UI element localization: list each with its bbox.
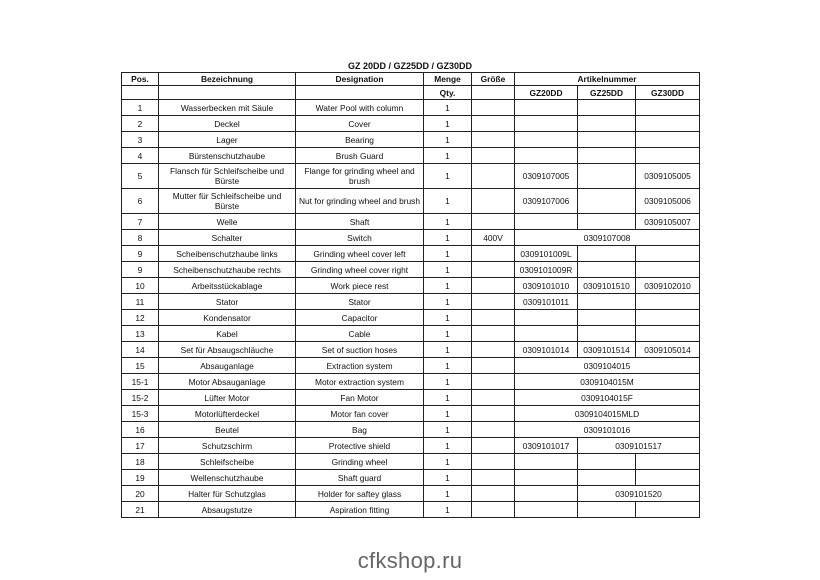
cell-size (472, 406, 515, 422)
cell-designation: Set of suction hoses (296, 342, 424, 358)
subheader-gz25: GZ25DD (578, 86, 636, 100)
cell-gz20 (515, 100, 578, 116)
cell-designation: Capacitor (296, 310, 424, 326)
cell-bezeichnung: Bürstenschutzhaube (159, 148, 296, 164)
cell-pos: 15 (122, 358, 159, 374)
cell-qty: 1 (424, 278, 472, 294)
subheader-empty (472, 86, 515, 100)
table-row (122, 502, 700, 518)
cell-gz20 (515, 326, 578, 342)
col-header-groesse: Größe (472, 73, 515, 86)
cell-size (472, 390, 515, 406)
cell-qty: 1 (424, 358, 472, 374)
cell-gz25 (578, 246, 636, 262)
cell-pos: 15-1 (122, 374, 159, 390)
cell-pos: 18 (122, 454, 159, 470)
cell-bezeichnung: Motorlüfterdeckel (159, 406, 296, 422)
cell-bezeichnung: Motor Absauganlage (159, 374, 296, 390)
table-row (122, 278, 700, 294)
table-row (122, 438, 700, 454)
table-row (122, 454, 700, 470)
cell-artikelnummer: 0309107008 (515, 230, 700, 246)
cell-gz30 (636, 116, 700, 132)
cell-size (472, 374, 515, 390)
cell-pos: 15-2 (122, 390, 159, 406)
cell-gz30: 0309105007 (636, 214, 700, 230)
table-row (122, 406, 700, 422)
cell-gz30 (636, 310, 700, 326)
cell-bezeichnung: Wellenschutzhaube (159, 470, 296, 486)
parts-table (121, 72, 700, 518)
cell-gz25 (578, 164, 636, 189)
cell-size (472, 358, 515, 374)
cell-designation: Shaft guard (296, 470, 424, 486)
cell-designation: Bearing (296, 132, 424, 148)
cell-designation: Nut for grinding wheel and brush (296, 189, 424, 214)
cell-qty: 1 (424, 470, 472, 486)
table-row (122, 230, 700, 246)
cell-pos: 15-3 (122, 406, 159, 422)
cell-pos: 19 (122, 470, 159, 486)
cell-qty: 1 (424, 246, 472, 262)
cell-bezeichnung: Mutter für Schleifscheibe und Bürste (159, 189, 296, 214)
cell-designation: Brush Guard (296, 148, 424, 164)
cell-bezeichnung: Flansch für Schleifscheibe und Bürste (159, 164, 296, 189)
cell-qty: 1 (424, 310, 472, 326)
cell-pos: 1 (122, 100, 159, 116)
table-row (122, 390, 700, 406)
cell-qty: 1 (424, 454, 472, 470)
cell-designation: Water Pool with column (296, 100, 424, 116)
cell-gz30 (636, 294, 700, 310)
cell-size (472, 189, 515, 214)
table-row (122, 148, 700, 164)
table-row (122, 326, 700, 342)
cell-pos: 17 (122, 438, 159, 454)
subheader-empty (159, 86, 296, 100)
cell-gz20 (515, 214, 578, 230)
cell-pos: 11 (122, 294, 159, 310)
cell-bezeichnung: Absauganlage (159, 358, 296, 374)
table-row (122, 246, 700, 262)
col-header-menge: Menge (424, 73, 472, 86)
cell-qty: 1 (424, 422, 472, 438)
cell-pos: 7 (122, 214, 159, 230)
cell-gz20 (515, 502, 578, 518)
cell-size (472, 326, 515, 342)
subheader-qty: Qty. (424, 86, 472, 100)
cell-gz20 (515, 310, 578, 326)
cell-qty: 1 (424, 502, 472, 518)
cell-gz30 (636, 502, 700, 518)
cell-size (472, 246, 515, 262)
cell-bezeichnung: Schleifscheibe (159, 454, 296, 470)
cell-bezeichnung: Lüfter Motor (159, 390, 296, 406)
cell-size (472, 116, 515, 132)
cell-designation: Grinding wheel (296, 454, 424, 470)
cell-designation: Aspiration fitting (296, 502, 424, 518)
table-row (122, 189, 700, 214)
cell-gz30: 0309102010 (636, 278, 700, 294)
cell-designation: Shaft (296, 214, 424, 230)
cell-gz25 (578, 502, 636, 518)
cell-size (472, 470, 515, 486)
cell-designation: Work piece rest (296, 278, 424, 294)
cell-gz20 (515, 470, 578, 486)
cell-designation: Extraction system (296, 358, 424, 374)
cell-qty: 1 (424, 374, 472, 390)
cell-bezeichnung: Scheibenschutzhaube links (159, 246, 296, 262)
cell-gz20 (515, 132, 578, 148)
cell-size (472, 438, 515, 454)
table-row (122, 342, 700, 358)
cell-qty: 1 (424, 390, 472, 406)
subheader-row (122, 86, 700, 100)
cell-bezeichnung: Wasserbecken mit Säule (159, 100, 296, 116)
cell-qty: 1 (424, 438, 472, 454)
table-row (122, 358, 700, 374)
cell-qty: 1 (424, 132, 472, 148)
cell-designation: Motor extraction system (296, 374, 424, 390)
cell-gz25: 0309101510 (578, 278, 636, 294)
table-row (122, 374, 700, 390)
document-title: GZ 20DD / GZ25DD / GZ30DD (347, 61, 473, 71)
cell-artikelnummer: 0309104015F (515, 390, 700, 406)
table-row (122, 100, 700, 116)
cell-gz25 (578, 310, 636, 326)
cell-bezeichnung: Schalter (159, 230, 296, 246)
table-row (122, 310, 700, 326)
cell-size (472, 148, 515, 164)
cell-gz25 (578, 294, 636, 310)
table-row (122, 164, 700, 189)
cell-qty: 1 (424, 100, 472, 116)
cell-artikelnummer: 0309104015MLD (515, 406, 700, 422)
cell-gz30 (636, 132, 700, 148)
cell-gz30 (636, 454, 700, 470)
cell-bezeichnung: Kondensator (159, 310, 296, 326)
cell-bezeichnung: Deckel (159, 116, 296, 132)
cell-bezeichnung: Welle (159, 214, 296, 230)
cell-bezeichnung: Schutzschirm (159, 438, 296, 454)
cell-gz20: 0309101009R (515, 262, 578, 278)
cell-qty: 1 (424, 486, 472, 502)
cell-size (472, 502, 515, 518)
table-row (122, 422, 700, 438)
cell-gz25 (578, 132, 636, 148)
cell-pos: 6 (122, 189, 159, 214)
cell-qty: 1 (424, 164, 472, 189)
cell-size (472, 262, 515, 278)
cell-gz20 (515, 486, 578, 502)
cell-gz25 (578, 214, 636, 230)
cell-designation: Cable (296, 326, 424, 342)
table-row (122, 116, 700, 132)
cell-gz30: 0309105005 (636, 164, 700, 189)
cell-bezeichnung: Arbeitsstückablage (159, 278, 296, 294)
cell-pos: 5 (122, 164, 159, 189)
table-row (122, 486, 700, 502)
cell-bezeichnung: Kabel (159, 326, 296, 342)
cell-bezeichnung: Lager (159, 132, 296, 148)
cell-qty: 1 (424, 189, 472, 214)
cell-designation: Bag (296, 422, 424, 438)
cell-gz25 (578, 454, 636, 470)
cell-pos: 20 (122, 486, 159, 502)
cell-pos: 13 (122, 326, 159, 342)
cell-designation: Holder for saftey glass (296, 486, 424, 502)
cell-pos: 9 (122, 262, 159, 278)
cell-gz25 (578, 470, 636, 486)
watermark-site-url: cfkshop.ru (357, 548, 463, 573)
table-row (122, 132, 700, 148)
cell-qty: 1 (424, 148, 472, 164)
cell-gz25 (578, 100, 636, 116)
col-header-artikelnummer: Artikelnummer (515, 73, 700, 86)
cell-gz30 (636, 246, 700, 262)
cell-size (472, 310, 515, 326)
cell-size (472, 422, 515, 438)
cell-pos: 14 (122, 342, 159, 358)
cell-bezeichnung: Set für Absaugschläuche (159, 342, 296, 358)
cell-gz20: 0309101009L (515, 246, 578, 262)
cell-size (472, 164, 515, 189)
cell-designation: Switch (296, 230, 424, 246)
cell-qty: 1 (424, 116, 472, 132)
cell-artikelnummer: 0309101517 (578, 438, 700, 454)
cell-size (472, 294, 515, 310)
cell-size: 400V (472, 230, 515, 246)
cell-qty: 1 (424, 406, 472, 422)
cell-gz25 (578, 262, 636, 278)
cell-designation: Fan Motor (296, 390, 424, 406)
subheader-gz30: GZ30DD (636, 86, 700, 100)
cell-size (472, 100, 515, 116)
cell-artikelnummer: 0309104015 (515, 358, 700, 374)
cell-bezeichnung: Halter für Schutzglas (159, 486, 296, 502)
cell-size (472, 454, 515, 470)
cell-qty: 1 (424, 326, 472, 342)
cell-size (472, 132, 515, 148)
cell-size (472, 486, 515, 502)
cell-gz20: 0309107005 (515, 164, 578, 189)
cell-gz20 (515, 454, 578, 470)
cell-artikelnummer: 0309101520 (578, 486, 700, 502)
cell-bezeichnung: Scheibenschutzhaube rechts (159, 262, 296, 278)
cell-bezeichnung: Absaugstutze (159, 502, 296, 518)
col-header-pos: Pos. (122, 73, 159, 86)
cell-gz30 (636, 148, 700, 164)
table-row (122, 470, 700, 486)
cell-gz30: 0309105006 (636, 189, 700, 214)
cell-gz30 (636, 100, 700, 116)
cell-designation: Grinding wheel cover right (296, 262, 424, 278)
cell-gz20: 0309101017 (515, 438, 578, 454)
table-row (122, 294, 700, 310)
cell-designation: Motor fan cover (296, 406, 424, 422)
col-header-designation: Designation (296, 73, 424, 86)
cell-qty: 1 (424, 262, 472, 278)
cell-pos: 8 (122, 230, 159, 246)
cell-gz30 (636, 470, 700, 486)
cell-pos: 3 (122, 132, 159, 148)
cell-gz25 (578, 116, 636, 132)
cell-designation: Protective shield (296, 438, 424, 454)
cell-gz20 (515, 116, 578, 132)
cell-pos: 21 (122, 502, 159, 518)
cell-designation: Flange for grinding wheel and brush (296, 164, 424, 189)
cell-gz30: 0309105014 (636, 342, 700, 358)
cell-pos: 4 (122, 148, 159, 164)
cell-gz30 (636, 326, 700, 342)
header-row (122, 73, 700, 86)
cell-qty: 1 (424, 294, 472, 310)
parts-table-body (122, 100, 700, 518)
subheader-gz20: GZ20DD (515, 86, 578, 100)
cell-gz25 (578, 189, 636, 214)
col-header-bezeichnung: Bezeichnung (159, 73, 296, 86)
cell-pos: 10 (122, 278, 159, 294)
cell-bezeichnung: Stator (159, 294, 296, 310)
cell-gz30 (636, 262, 700, 278)
cell-gz20: 0309107006 (515, 189, 578, 214)
subheader-empty (122, 86, 159, 100)
cell-gz20: 0309101014 (515, 342, 578, 358)
cell-gz25 (578, 326, 636, 342)
table-row (122, 214, 700, 230)
cell-pos: 12 (122, 310, 159, 326)
cell-qty: 1 (424, 342, 472, 358)
cell-size (472, 214, 515, 230)
cell-artikelnummer: 0309101016 (515, 422, 700, 438)
cell-size (472, 278, 515, 294)
cell-bezeichnung: Beutel (159, 422, 296, 438)
cell-size (472, 342, 515, 358)
cell-pos: 16 (122, 422, 159, 438)
cell-gz25: 0309101514 (578, 342, 636, 358)
cell-gz25 (578, 148, 636, 164)
subheader-empty (296, 86, 424, 100)
cell-gz20 (515, 148, 578, 164)
cell-gz20: 0309101010 (515, 278, 578, 294)
cell-designation: Stator (296, 294, 424, 310)
cell-qty: 1 (424, 214, 472, 230)
cell-gz20: 0309101011 (515, 294, 578, 310)
cell-artikelnummer: 0309104015M (515, 374, 700, 390)
table-row (122, 262, 700, 278)
cell-designation: Cover (296, 116, 424, 132)
cell-pos: 9 (122, 246, 159, 262)
cell-designation: Grinding wheel cover left (296, 246, 424, 262)
cell-pos: 2 (122, 116, 159, 132)
cell-qty: 1 (424, 230, 472, 246)
